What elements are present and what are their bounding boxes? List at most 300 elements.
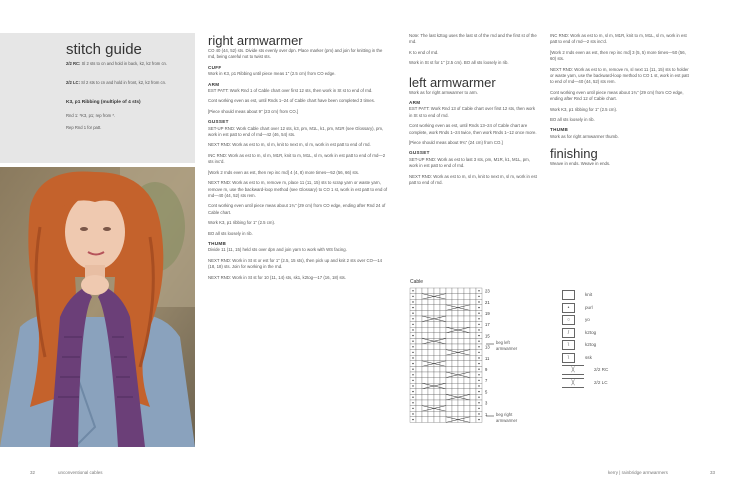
gusset-rep: [Work 2 rnds even as est, then rep inc rnd] 4 (4, 8) more times—52 (56, 66) sts. — [208, 169, 360, 175]
chart-cell — [446, 400, 452, 406]
chart-cell — [428, 327, 434, 333]
left-gusset-setup: SET-UP RND: Work as est to last 3 sts, pm, M1R, k1, M1L, pm, work in est patt to end of rnd. — [409, 156, 530, 169]
stitch-guide-title: stitch guide — [66, 41, 142, 58]
chart-purl-dot — [478, 352, 479, 353]
chart-row-number: 15 — [485, 333, 490, 339]
chart-cell — [470, 316, 476, 322]
chart-row-number: 13 — [485, 344, 490, 350]
gusset-heading: GUSSET — [208, 119, 229, 125]
chart-cell — [464, 310, 470, 316]
chart-cell — [428, 378, 434, 384]
chart-cell — [452, 361, 458, 367]
chart-cell — [422, 322, 428, 328]
right-intro: CO 40 (44, 52) sts. Divide sts evenly over dpn. Place marker (pm) and join for knitting in the rnd, being careful not to twist sts. — [208, 48, 383, 60]
chart-row-number: 23 — [485, 288, 490, 294]
chart-purl-dot — [412, 313, 413, 314]
chart-purl-dot — [412, 363, 413, 364]
chart-cell — [458, 294, 464, 300]
chart-cell — [422, 333, 428, 339]
chart-cell — [470, 299, 476, 305]
c4-next-rnd: NEXT RND: Work as est to m, remove m, sl next 11 (11, 15) sts to holder or waste yarn, use the backward-loop method to CO 1 st, work in est patt to end of rnd—40 (44, 52) sts rem. — [550, 66, 689, 85]
chart-cell — [422, 411, 428, 417]
chart-purl-dot — [412, 341, 413, 342]
chart-cell — [416, 372, 422, 378]
chart-cell — [440, 344, 446, 350]
chart-purl-dot — [412, 419, 413, 420]
chart-cell — [416, 305, 422, 311]
model-photo — [0, 167, 195, 447]
legend-symbol: \ — [562, 353, 575, 363]
chart-cell — [434, 322, 440, 328]
note-text: Note: The last k2tog uses the last st of the rnd and the first st of the rnd. — [409, 33, 537, 45]
chart-cell — [422, 366, 428, 372]
chart-cell — [428, 299, 434, 305]
chart-cell — [446, 322, 452, 328]
chart-cell — [464, 288, 470, 294]
chart-cell — [470, 305, 476, 311]
left-arm-cont: Cont working even as est, until Rnds 13–24 of Cable chart are complete, work Rnds 1–24 twice, then work Rnds 1–12 once more. — [409, 123, 537, 135]
chart-cell — [470, 361, 476, 367]
chart-cell — [428, 288, 434, 294]
chart-cell — [446, 333, 452, 339]
legend-symbol: / — [562, 328, 575, 338]
chart-cell — [440, 372, 446, 378]
chart-cell — [428, 322, 434, 328]
chart-cell — [422, 417, 428, 423]
chart-cell — [416, 288, 422, 294]
chart-cell — [452, 294, 458, 300]
lc-text: Sl 2 sts to cn and hold in front, k2, k2 from cn. — [81, 80, 167, 85]
right-armwarmer-title: right armwarmer — [208, 33, 303, 48]
chart-cell — [416, 355, 422, 361]
chart-cell — [440, 333, 446, 339]
chart-cell — [458, 378, 464, 384]
chart-purl-dot — [412, 391, 413, 392]
chart-cell — [428, 400, 434, 406]
chart-cell — [434, 400, 440, 406]
rc-text: Sl 2 sts to cn and hold in back, k2, k2 from cn. — [81, 61, 168, 66]
label-left-start: beg left armwarmer — [496, 340, 518, 351]
chart-purl-dot — [478, 380, 479, 381]
chart-cell — [464, 299, 470, 305]
chart-cell — [470, 288, 476, 294]
chart-cell — [452, 322, 458, 328]
finishing-title: finishing — [550, 146, 598, 162]
chart-cell — [464, 338, 470, 344]
chart-cell — [446, 411, 452, 417]
chart-cell — [470, 417, 476, 423]
ribbing-rnd1: Rnd 1: *K3, p1; rep from *. — [66, 113, 116, 118]
chart-cell — [458, 338, 464, 344]
chart-cell — [416, 411, 422, 417]
thumb-heading: THUMB — [208, 240, 227, 246]
chart-cell — [446, 299, 452, 305]
chart-cell — [440, 366, 446, 372]
chart-purl-dot — [478, 419, 479, 420]
stitch-guide-rc — [66, 61, 184, 67]
chart-cell — [416, 299, 422, 305]
legend-item — [562, 315, 590, 325]
chart-cell — [470, 383, 476, 389]
chart-row-number: 9 — [485, 367, 488, 372]
chart-purl-dot — [412, 296, 413, 297]
thumb-intro: Divide 11 (11, 15) held sts over dpn and join yarn to work with WS facing. — [208, 247, 347, 253]
chart-cell — [428, 344, 434, 350]
chart-cell — [458, 316, 464, 322]
gusset-next2: NEXT RND: Work as est to m, remove m, place 11 (11, 15) sts to scrap yarn or waste yarn, remove m, use the backward-loop method (see Glossary) to CO 1 st, work in est patt to end of rnd—40 (44, 52) sts rem. — [208, 180, 388, 198]
chart-cell — [446, 310, 452, 316]
chart-purl-dot — [478, 369, 479, 370]
chart-cell — [464, 333, 470, 339]
chart-cell — [452, 310, 458, 316]
chart-row-number: 5 — [485, 389, 488, 395]
chart-purl-dot — [412, 346, 413, 347]
chart-purl-dot — [478, 301, 479, 302]
chart-cell — [458, 389, 464, 395]
chart-cell — [422, 394, 428, 400]
chart-purl-dot — [412, 413, 413, 414]
chart-cell — [434, 389, 440, 395]
chart-purl-dot — [412, 369, 413, 370]
chart-cell — [434, 344, 440, 350]
chart-cell — [470, 338, 476, 344]
chart-cell — [464, 366, 470, 372]
chart-cell — [428, 417, 434, 423]
chart-cell — [464, 344, 470, 350]
chart-purl-dot — [478, 413, 479, 414]
chart-cell — [440, 322, 446, 328]
chart-cell — [422, 372, 428, 378]
legend-item — [562, 340, 596, 350]
chart-cell — [428, 394, 434, 400]
gusset-inc: INC RND: Work as est to m, sl m, M1R, knit to m, M1L, sl m, work in est patt to end of rnd—2 sts inc'd. — [208, 152, 386, 165]
chart-cell — [416, 344, 422, 350]
chart-cell — [428, 389, 434, 395]
chart-cell — [416, 316, 422, 322]
cuff-text: Work in K3, p1 Ribbing until piece meas 1" (2.5 cm) from CO edge. — [208, 71, 336, 77]
chart-cell — [440, 417, 446, 423]
chart-cell — [422, 344, 428, 350]
chart-cell — [446, 294, 452, 300]
chart-cell — [452, 316, 458, 322]
chart-cell — [416, 394, 422, 400]
chart-cell — [458, 406, 464, 412]
legend-item — [562, 290, 592, 300]
lc-head: 2/2 LC: — [66, 80, 80, 85]
chart-cell — [428, 411, 434, 417]
chart-cell — [428, 372, 434, 378]
chart-cell — [458, 344, 464, 350]
legend-symbol: ○ — [562, 315, 575, 325]
cable-chart — [408, 286, 528, 426]
chart-purl-dot — [412, 402, 413, 403]
chart-cell — [464, 389, 470, 395]
footer-left-page-number: 32 — [30, 470, 36, 475]
chart-purl-dot — [478, 363, 479, 364]
legend-label: ssk — [585, 354, 592, 360]
chart-purl-dot — [478, 397, 479, 398]
legend-item — [562, 328, 596, 338]
chart-purl-dot — [478, 318, 479, 319]
chart-cell — [458, 411, 464, 417]
chart-cell — [416, 400, 422, 406]
chart-cell — [464, 383, 470, 389]
chart-cell — [422, 310, 428, 316]
chart-purl-dot — [412, 397, 413, 398]
chart-cell — [440, 378, 446, 384]
chart-cell — [440, 394, 446, 400]
model-photo-illustration — [0, 167, 195, 447]
chart-cell — [446, 366, 452, 372]
left-armwarmer-column — [409, 33, 539, 191]
chart-cell — [440, 310, 446, 316]
chart-cell — [428, 305, 434, 311]
chart-cell — [428, 333, 434, 339]
chart-cell — [428, 366, 434, 372]
left-arm-heading: ARM — [409, 100, 421, 106]
legend-label: k2tog — [585, 329, 597, 335]
thumb-next2: NEXT RND: Work in St st for 10 (11, 14) sts, sk1, k2tog—17 (16, 18) sts. — [208, 274, 347, 280]
legend-symbol: • — [562, 303, 575, 313]
chart-cell — [452, 406, 458, 412]
gusset-bo: BO all sts loosely in rib. — [208, 230, 253, 236]
chart-purl-dot — [412, 352, 413, 353]
left-armwarmer-title: left armwarmer — [409, 74, 496, 90]
legend-label: knit — [585, 292, 593, 298]
chart-cell — [422, 355, 428, 361]
chart-cell — [416, 361, 422, 367]
chart-cell — [440, 355, 446, 361]
chart-cell — [434, 333, 440, 339]
chart-cell — [416, 417, 422, 423]
chart-purl-dot — [412, 324, 413, 325]
chart-cell — [470, 294, 476, 300]
chart-cell — [458, 322, 464, 328]
chart-purl-dot — [478, 341, 479, 342]
chart-cell — [458, 400, 464, 406]
chart-cell — [416, 327, 422, 333]
chart-row-number: 3 — [485, 400, 488, 406]
chart-cell — [458, 299, 464, 305]
chart-row-number: 17 — [485, 322, 490, 328]
footer-right-page-number: 33 — [710, 470, 716, 475]
legend-symbol: \ — [562, 340, 575, 350]
chart-purl-dot — [412, 408, 413, 409]
chart-purl-dot — [412, 329, 413, 330]
chart-cell — [416, 322, 422, 328]
chart-cell — [452, 338, 458, 344]
chart-cell — [446, 406, 452, 412]
chart-cell — [470, 406, 476, 412]
chart-purl-dot — [478, 385, 479, 386]
chart-row-number: 1 — [485, 411, 488, 417]
chart-cell — [464, 316, 470, 322]
chart-purl-dot — [412, 318, 413, 319]
chart-cell — [452, 288, 458, 294]
chart-cell — [446, 338, 452, 344]
chart-purl-dot — [478, 402, 479, 403]
label-right-start: beg right armwarmer — [496, 412, 518, 423]
c4-cont: Cont working even until piece meas about 1¾" (29 cm) from CO edge, ending after Rnd 12 of Cable chart. — [550, 89, 684, 102]
chart-cell — [470, 322, 476, 328]
chart-cell — [416, 333, 422, 339]
arm-setup: EST PATT: Work Rnd 1 of Cable chart over first 12 sts, then work in St st to end of rnd. — [208, 88, 373, 94]
legend-label: purl — [585, 304, 593, 310]
chart-cell — [452, 366, 458, 372]
chart-cell — [422, 378, 428, 384]
cuff-heading: CUFF — [208, 64, 222, 70]
chart-title: Cable — [410, 279, 424, 285]
chart-cell — [464, 400, 470, 406]
chart-cell — [434, 350, 440, 356]
chart-cell — [470, 411, 476, 417]
chart-cell — [428, 350, 434, 356]
legend-symbol: ╳ — [562, 365, 584, 375]
gusset-next: NEXT RND: Work as est to m, sl m, knit to next m, sl m, work in est patt to end of rnd. — [208, 142, 371, 148]
chart-cell — [452, 344, 458, 350]
chart-cell — [440, 389, 446, 395]
chart-row-number: 11 — [485, 355, 490, 361]
left-gusset-next: NEXT RND: Work as est to m, sl m, knit to next m, sl m, work in est patt to end of rnd. — [409, 173, 537, 186]
chart-cell — [422, 350, 428, 356]
chart-cell — [470, 350, 476, 356]
gusset-cont: Cont working even until piece meas about 1¾" (29 cm) from CO edge, ending after Rnd 24 of Cable chart. — [208, 203, 386, 215]
chart-purl-dot — [412, 335, 413, 336]
left-arm-setup: EST PATT: Work Rnd 13 of Cable chart over first 12 sts, then work in St st to end of rnd. — [409, 106, 536, 118]
stitch-guide-lc — [66, 80, 184, 86]
chart-cell — [458, 366, 464, 372]
chart-cell — [446, 355, 452, 361]
chart-cell — [470, 310, 476, 316]
chart-cell — [416, 310, 422, 316]
legend-label: yo — [585, 317, 590, 323]
chart-cell — [440, 327, 446, 333]
chart-cell — [470, 394, 476, 400]
legend-item — [562, 378, 608, 388]
chart-cell — [422, 299, 428, 305]
legend-label: 2/2 RC — [594, 367, 609, 373]
chart-row-number: 7 — [485, 378, 488, 384]
chart-cell — [416, 378, 422, 384]
chart-cell — [422, 389, 428, 395]
right-armwarmer-column — [208, 33, 388, 285]
chart-cell — [452, 389, 458, 395]
chart-cell — [464, 378, 470, 384]
legend-item — [562, 303, 593, 313]
chart-cell — [464, 294, 470, 300]
chart-purl-dot — [478, 307, 479, 308]
chart-purl-dot — [412, 307, 413, 308]
chart-cell — [470, 400, 476, 406]
chart-cell — [452, 378, 458, 384]
chart-purl-dot — [412, 301, 413, 302]
chart-cell — [458, 333, 464, 339]
chart-cell — [440, 411, 446, 417]
chart-cell — [434, 299, 440, 305]
chart-cell — [470, 327, 476, 333]
legend-symbol: ╳ — [562, 378, 584, 388]
chart-cell — [458, 355, 464, 361]
chart-purl-dot — [478, 290, 479, 291]
chart-cell — [452, 355, 458, 361]
chart-purl-dot — [412, 357, 413, 358]
chart-purl-dot — [412, 374, 413, 375]
chart-cell — [470, 333, 476, 339]
chart-cell — [440, 305, 446, 311]
chart-cell — [422, 400, 428, 406]
c4-thumb: Work as for right armwarmer thumb. — [550, 133, 619, 139]
c4-thumb-heading: THUMB — [550, 127, 569, 133]
chart-cell — [470, 378, 476, 384]
chart-cell — [434, 310, 440, 316]
chart-cell — [434, 378, 440, 384]
thumb-next: NEXT RND: Work in St st or est for 1" (2.5, 15 sts), then pick up and knit 2 sts over CO—14 (18, 18) sts. Join for working in the rnd. — [208, 257, 383, 270]
footer-right-text: kerry | rainbridge armwarmers — [608, 470, 668, 475]
chart-cell — [464, 322, 470, 328]
chart-purl-dot — [478, 357, 479, 358]
chart-cell — [452, 400, 458, 406]
chart-cell — [470, 389, 476, 395]
chart-purl-dot — [412, 290, 413, 291]
work-meas: Work in St st for 1" (2.5 cm). BO all sts loosely in rib. — [409, 60, 509, 66]
chart-cell — [452, 333, 458, 339]
c4-inc-rnd: INC RND: Work as est to m, sl m, M1R, knit to m, M1L, sl m, work in est patt to end of rnd—2 sts inc'd. — [550, 33, 687, 45]
chart-cell — [440, 400, 446, 406]
chart-cell — [434, 327, 440, 333]
chart-cell — [416, 389, 422, 395]
knit-rnd: K to end of rnd. — [409, 49, 439, 55]
c4-bo: BO all sts loosely in rib. — [550, 117, 595, 123]
chart-cell — [446, 344, 452, 350]
chart-cell — [422, 288, 428, 294]
chart-cell — [464, 361, 470, 367]
legend-item — [562, 365, 608, 375]
chart-cell — [458, 310, 464, 316]
chart-cell — [416, 406, 422, 412]
gusset-setup: SET-UP RND: Work Cable chart over 12 sts, k3, pm, M1L, k1, pm, M1R (see Glossary), pm, work in est patt to end of rnd—42 (46, 54) sts. — [208, 125, 384, 138]
c4-rib: Work K3, p1 ribbing for 1" (2.5 cm). — [550, 106, 618, 112]
chart-cell — [446, 316, 452, 322]
chart-cell — [470, 372, 476, 378]
left-gusset-heading: GUSSET — [409, 150, 430, 156]
footer-left-text: unconventional cables — [58, 470, 103, 475]
chart-purl-dot — [478, 346, 479, 347]
chart-cell — [416, 338, 422, 344]
finishing-text: Weave in ends. Weave in ends. — [550, 161, 611, 167]
legend-item — [562, 353, 592, 363]
chart-cell — [434, 372, 440, 378]
chart-cell — [434, 288, 440, 294]
chart-cell — [470, 344, 476, 350]
legend-symbol — [562, 290, 575, 300]
chart-cell — [470, 355, 476, 361]
chart-cell — [452, 383, 458, 389]
left-intro: Work as for right armwarmer to arm. — [409, 89, 478, 95]
arm-meas: [Piece should meas about 9" (23 cm) from CO.] — [208, 108, 299, 114]
chart-purl-dot — [478, 408, 479, 409]
chart-cell — [434, 366, 440, 372]
chart-cell — [446, 378, 452, 384]
chart-purl-dot — [412, 380, 413, 381]
chart-cell — [416, 383, 422, 389]
ribbing-head: K3, p1 Ribbing (multiple of 4 sts) — [66, 100, 141, 105]
chart-row-number: 19 — [485, 311, 490, 316]
left-arm-meas: [Piece should meas about 9¾" (24 cm) from CO.] — [409, 140, 503, 146]
chart-cell — [428, 310, 434, 316]
chart-cell — [452, 299, 458, 305]
chart-purl-dot — [478, 391, 479, 392]
chart-cell — [422, 305, 428, 311]
